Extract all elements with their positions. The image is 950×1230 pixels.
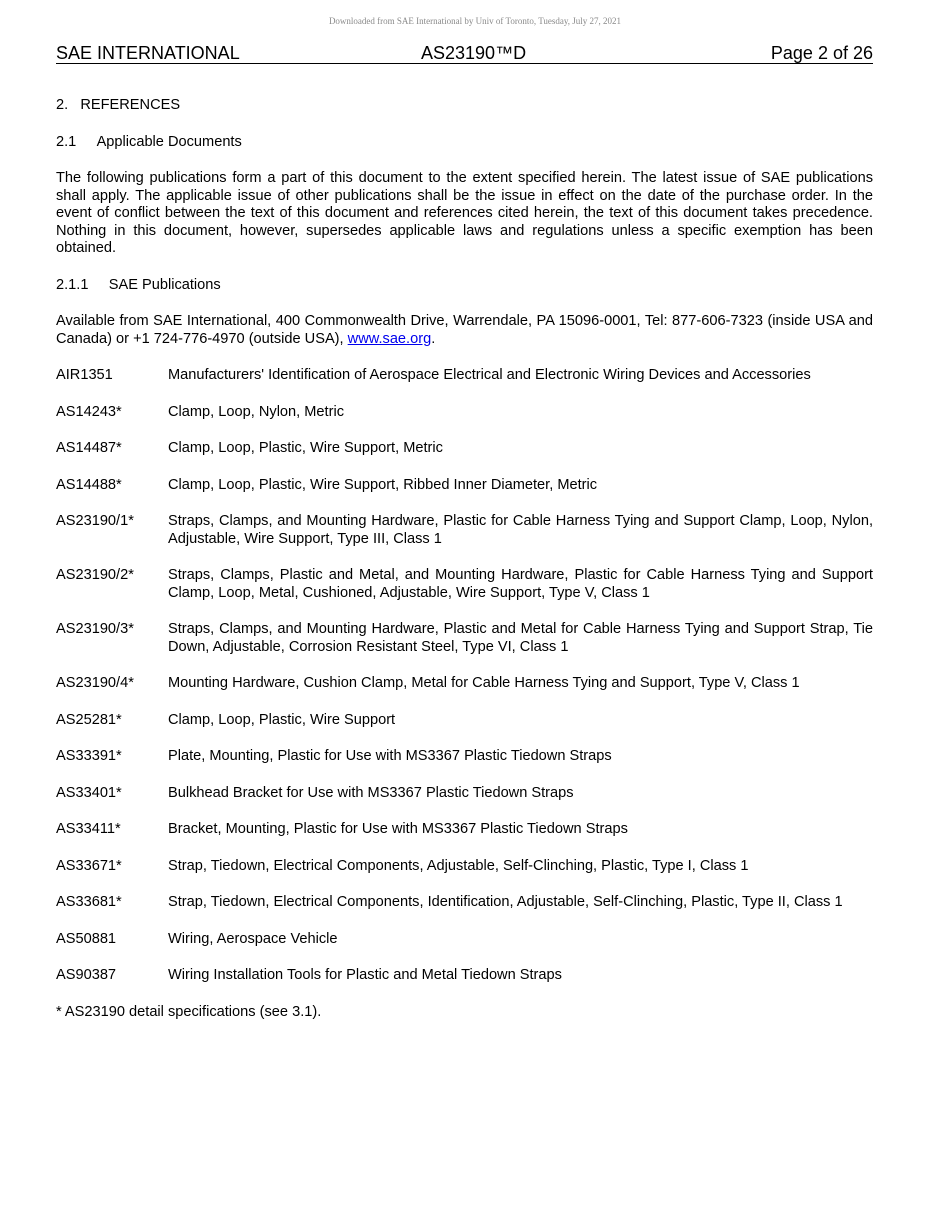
header-document-id: AS23190™D (421, 43, 527, 63)
subsection-number: 2.1 (56, 133, 77, 150)
section-heading (56, 97, 873, 115)
subsection-title: Applicable Documents (96, 133, 242, 150)
reference-code: AS33401* (56, 784, 122, 801)
reference-title: Wiring Installation Tools for Plastic and Metal Tiedown Straps (168, 967, 562, 983)
document-body (56, 97, 873, 1021)
reference-title: Straps, Clamps, Plastic and Metal, and Mounting Hardware, Plastic for Cable Harness Tying and Support Clamp, Loop, Metal, Cushioned, Adjustable, Wire Support, Type V, Class 1 (168, 567, 873, 601)
footnote: * AS23190 detail specifications (see 3.1). (56, 1003, 322, 1020)
reference-item (56, 440, 873, 458)
reference-code: AS90387 (56, 967, 117, 983)
download-watermark: Downloaded from SAE International by Univ of Toronto, Tuesday, July 27, 2021 (328, 16, 622, 26)
reference-title: Mounting Hardware, Cushion Clamp, Metal for Cable Harness Tying and Support, Type V, Class 1 (168, 675, 800, 691)
reference-item (56, 477, 873, 495)
reference-item (56, 675, 873, 693)
reference-title: Wiring, Aerospace Vehicle (168, 930, 338, 947)
reference-title: Bracket, Mounting, Plastic for Use with MS3367 Plastic Tiedown Straps (168, 821, 628, 837)
reference-item (56, 967, 873, 985)
reference-code: AS50881 (56, 930, 117, 947)
subsubsection-number: 2.1.1 (56, 276, 89, 293)
reference-code: AS23190/2* (56, 567, 134, 583)
applicable-documents-paragraph: The following publications form a part of this document to the extent specified herein. The latest issue of SAE publications shall apply. The applicable issue of other publications shall be the issue in effect on the date of the purchase order. In the event of conflict between the text of this document and references cited herein, the text of this document takes precedence. Nothing in this document, however, supersedes applicable laws and regulations unless a specific exemption has been obtained. (56, 170, 873, 256)
reference-code: AS33391* (56, 748, 122, 764)
reference-item (56, 821, 873, 839)
reference-code: AS23190/4* (56, 675, 134, 691)
subsubsection-heading (56, 277, 873, 295)
reference-code: AIR1351 (56, 367, 113, 383)
header-page-number: Page 2 of 26 (770, 43, 873, 63)
reference-item (56, 748, 873, 766)
reference-code: AS23190/3* (56, 621, 134, 637)
reference-code: AS33411* (56, 821, 121, 837)
reference-item (56, 567, 873, 602)
reference-item (56, 785, 873, 803)
reference-item (56, 931, 873, 949)
reference-code: AS14487* (56, 440, 122, 456)
sae-website-link[interactable]: www.sae.org (347, 330, 432, 347)
header-organization: SAE INTERNATIONAL (56, 43, 240, 63)
reference-code: AS33681* (56, 894, 122, 910)
reference-item (56, 894, 873, 912)
section-number: 2. (56, 97, 69, 113)
subsection-heading (56, 134, 873, 152)
reference-title: Manufacturers' Identification of Aerospace Electrical and Electronic Wiring Devices and Accessories (168, 367, 811, 383)
reference-title: Clamp, Loop, Plastic, Wire Support, Metric (168, 440, 443, 456)
reference-list (56, 367, 873, 985)
reference-title: Strap, Tiedown, Electrical Components, Adjustable, Self-Clinching, Plastic, Type I, Class 1 (168, 857, 749, 874)
subsubsection-title: SAE Publications (108, 276, 221, 293)
availability-end: . (431, 330, 436, 347)
reference-item (56, 513, 873, 548)
reference-code: AS33671* (56, 857, 122, 874)
reference-title: Straps, Clamps, and Mounting Hardware, Plastic for Cable Harness Tying and Support Clamp, Loop, Nylon, Adjustable, Wire Support, Type III, Class 1 (168, 513, 873, 547)
reference-code: AS23190/1* (56, 513, 134, 529)
reference-item (56, 367, 873, 385)
reference-title: Strap, Tiedown, Electrical Components, Identification, Adjustable, Self-Clinching, Plastic, Type II, Class 1 (168, 894, 843, 910)
reference-item (56, 712, 873, 730)
reference-code: AS14243* (56, 403, 122, 420)
reference-title: Clamp, Loop, Nylon, Metric (168, 403, 345, 420)
reference-title: Bulkhead Bracket for Use with MS3367 Plastic Tiedown Straps (168, 784, 574, 801)
reference-title: Plate, Mounting, Plastic for Use with MS3367 Plastic Tiedown Straps (168, 748, 612, 764)
reference-title: Clamp, Loop, Plastic, Wire Support, Ribbed Inner Diameter, Metric (168, 476, 598, 493)
reference-title: Straps, Clamps, and Mounting Hardware, Plastic and Metal for Cable Harness Tying and Support Strap, Tie Down, Adjustable, Corrosion Resistant Steel, Type VI, Class 1 (168, 621, 873, 655)
reference-code: AS25281* (56, 711, 122, 728)
reference-item (56, 858, 873, 876)
page-header (56, 43, 873, 64)
reference-item (56, 621, 873, 656)
availability-paragraph (56, 313, 873, 348)
availability-text: Available from SAE International, 400 Commonwealth Drive, Warrendale, PA 15096-0001, Tel: 877-606-7323 (inside USA and Canada) or +1 724-776-4970 (outside USA), (56, 313, 873, 347)
reference-title: Clamp, Loop, Plastic, Wire Support (168, 711, 396, 728)
reference-item (56, 404, 873, 422)
section-title: REFERENCES (80, 97, 181, 113)
reference-code: AS14488* (56, 476, 122, 493)
